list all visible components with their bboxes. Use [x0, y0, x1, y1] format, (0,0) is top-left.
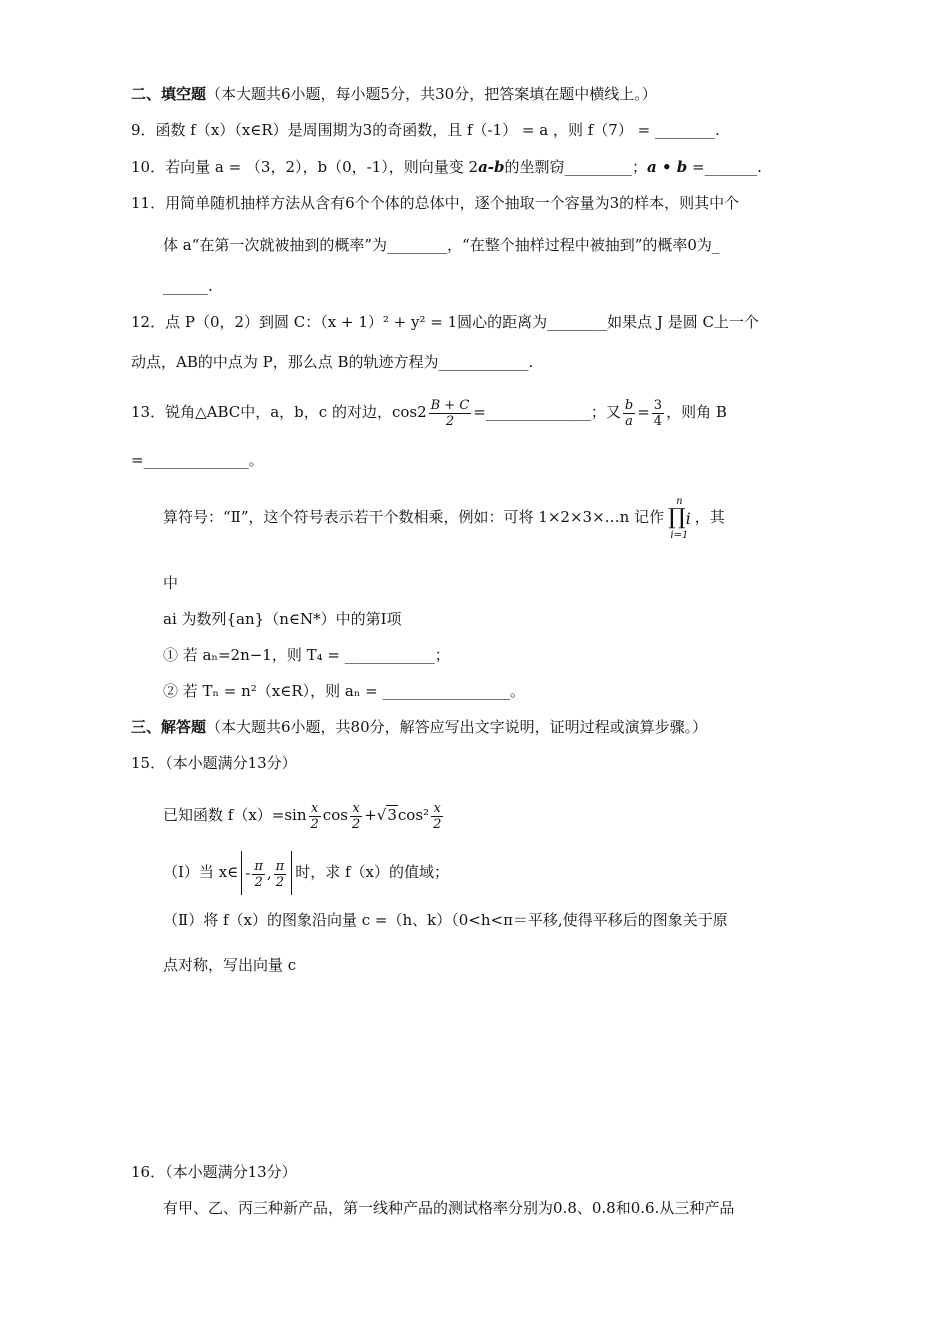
question-14-line4: ① 若 aₙ=2n−1，则 T₄ = ____________；	[163, 646, 450, 664]
q15-sqrt3: 3	[387, 806, 397, 824]
q13-frac2-den: a	[625, 413, 633, 429]
q13-frac2-num: b	[624, 397, 634, 413]
question-13-line2: =______________。	[131, 451, 264, 469]
q15-p1-frac1-num: π	[254, 858, 263, 874]
question-15-head: 15．（本小题满分13分）	[131, 754, 297, 772]
question-12-line2: 动点，AB的中点为 P，那么点 B的轨迹方程为____________.	[131, 353, 534, 371]
q15-p1-minus: -	[245, 864, 251, 882]
q15-p1-frac2-num: π	[275, 858, 285, 874]
q15-p1-frac1-den: 2	[254, 874, 263, 890]
question-11-line3: ______.	[163, 277, 213, 295]
q13-frac3-den: 4	[653, 413, 663, 429]
q15-frac-b-den: 2	[351, 816, 361, 832]
q13-post: ，则角 B	[666, 403, 727, 421]
q15-p1-comma: ,	[266, 864, 272, 882]
section-3-title: 三、解答题	[131, 718, 207, 736]
question-16-head: 16．（本小题满分13分）	[131, 1163, 297, 1181]
q10-bold: a-b	[478, 158, 505, 176]
q15-frac-b	[350, 801, 362, 832]
q13-fraction-ba	[623, 398, 635, 429]
q15-cos: cos	[322, 806, 348, 824]
section-2-heading	[131, 84, 657, 104]
question-16-line1: 有甲、乙、丙三种新产品，第一线种产品的测试格率分别为0.8、0.8和0.6.从三种产品	[163, 1199, 735, 1217]
q15-frac-c-num: x	[431, 801, 443, 817]
q13-eq: =	[637, 403, 650, 421]
section-2-desc: （本大题共6小题，每小题5分，共30分，把答案填在题中横线上。）	[206, 85, 657, 103]
question-15-part1	[163, 850, 449, 895]
q15-p1-frac2	[274, 859, 287, 890]
question-11-line2: 体 a“在第一次就被抽到的概率”为________，“在整个抽样过程中被抽到”的概率0为_	[163, 236, 720, 254]
q14-pre: 算符号：“Ⅱ”，这个符号表示若干个数相乘，例如：可将 1×2×3×…n 记作	[163, 508, 665, 526]
q15-frac-a-num: x	[309, 801, 321, 817]
q13-frac1-num: B + C	[430, 397, 470, 413]
q13-mid: =______________；又	[473, 403, 621, 421]
q15-frac-c	[431, 801, 443, 832]
q15-p1-frac1	[252, 859, 265, 890]
question-15-function: 已知函数 f（x）=sin $\frac{x}{2}$ cos $\frac{x}{2}$ +√3cos² $\frac{x}{2}$	[163, 800, 442, 832]
question-14-line1	[163, 494, 725, 541]
section-3-heading	[131, 717, 707, 737]
question-15-part2-line1: （Ⅱ）将 f（x）的图象沿向量 c =（h、k）（0<h<π＝平移,使得平移后的图象关于原	[163, 911, 728, 929]
q15-p1-post: 时，求 f（x）的值域；	[295, 863, 449, 881]
q13-pre: 13．锐角△ABC中，a，b，c 的对边，cos2	[131, 403, 427, 421]
q15-plus: +	[364, 806, 377, 824]
q15-cos2: cos²	[397, 806, 430, 824]
question-11-line1: 11．用简单随机抽样方法从含有6个个体的总体中，逐个抽取一个容量为3的样本，则其中个	[131, 194, 740, 212]
section-3-desc: （本大题共6小题，共80分，解答应写出文字说明，证明过程或演算步骤。）	[206, 718, 708, 736]
question-14-line3: ai 为数列{an}（n∈N*）中的第Ⅰ项	[163, 610, 402, 628]
prod-sym	[668, 504, 691, 530]
prod-bot: i=1	[670, 529, 689, 541]
q14-post: ，其	[694, 508, 725, 526]
question-10	[131, 157, 762, 177]
question-12-line1: 12．点 P（0，2）到圆 C：（x + 1）² + y² = 1圆心的距离为________如果点 J 是圆 C上一个	[131, 313, 759, 331]
q15-frac-a-den: 2	[310, 816, 319, 832]
q15-frac-b-num: x	[350, 801, 362, 817]
q15-p1-pre: （Ⅰ）当 x∈	[163, 863, 239, 881]
question-14-line2: 中	[163, 574, 179, 592]
q13-frac1-den: 2	[445, 413, 455, 429]
q13-fraction-bc	[429, 398, 472, 429]
q10-mid: 的坐剽窃_________；	[504, 158, 648, 176]
q10-bold2: a • b	[647, 158, 688, 176]
q15-frac-a	[309, 801, 321, 832]
question-13-line1	[131, 390, 727, 434]
q15-fpre: 已知函数 f（x）=sin	[163, 806, 307, 824]
q10-pre: 10．若向量 a = （3，2），b（0，-1），则向量变 2	[131, 158, 479, 176]
q15-interval	[241, 851, 292, 895]
q15-frac-c-den: 2	[433, 816, 442, 832]
question-14-line5: ② 若 Tₙ = n²（x∈R），则 aₙ = _________________。	[163, 682, 525, 700]
q10-post: =_______.	[687, 158, 762, 176]
prod-var: i	[685, 508, 691, 528]
prod-sym-glyph: ∏	[668, 504, 686, 530]
q15-p1-frac2-den: 2	[275, 874, 285, 890]
q13-frac3-num: 3	[653, 397, 663, 413]
question-15-part2-line2: 点对称，写出向量 c	[163, 956, 297, 974]
q13-fraction-34	[652, 398, 664, 429]
section-2-title: 二、填空题	[131, 85, 207, 103]
prod-top: n	[676, 495, 683, 507]
question-9: 9．函数 f（x）（x∈R）是周围期为3的奇函数，且 f（-1） = a ，则 f（7） = ________.	[131, 121, 720, 139]
product-symbol	[668, 496, 691, 541]
